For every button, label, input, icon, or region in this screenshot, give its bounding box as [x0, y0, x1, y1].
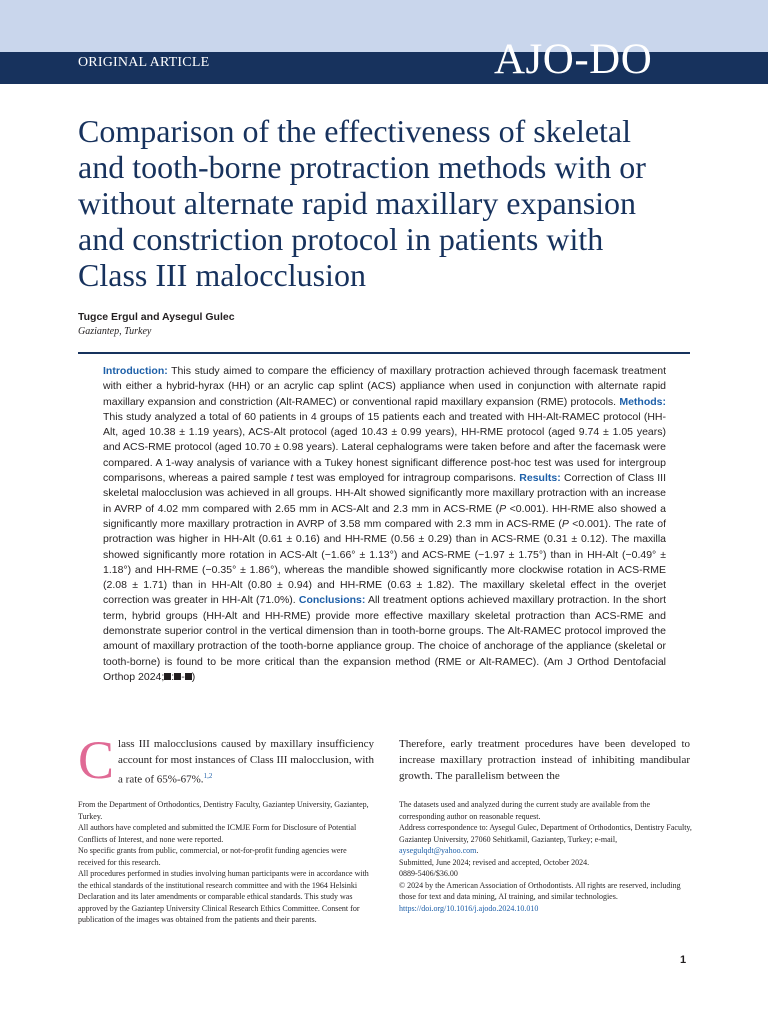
abstract [103, 364, 666, 685]
page-number: 1 [680, 954, 687, 966]
abstract-methods-text-end: test was employed for intragroup comparisons. [293, 472, 520, 485]
body-text-left: lass III malocclusions caused by maxillary insufficiency account for most instances of Class III malocclusion, with a rate of 65%-67%. [118, 738, 374, 786]
abstract-divider [78, 352, 690, 354]
correspondence-address: Address correspondence to: Aysegul Gulec, Department of Orthodontics, Dentistry Faculty, Gaziantep University, 27060 Sehitkamil, Gaziantep, Turkey; e-mail, [399, 823, 692, 844]
drop-cap: C [78, 730, 115, 790]
abstract-heading-results: Results: [519, 472, 561, 485]
abstract-introduction-text: This study aimed to compare the efficiency of maxillary protraction achieved through facemask treatment with either a hybrid-hyrax (HH) or an acrylic cap splint (ACS) appliance when used in conjunction with alternate rapid maxillary expansion and constriction (Alt-RAMEC) or conventional rapid maxillary expansion (RME) protocols. [103, 365, 666, 408]
section-label: ORIGINAL ARTICLE [78, 55, 210, 70]
placeholder-square-icon [185, 673, 192, 680]
footnotes-right [399, 799, 693, 914]
abstract-t-symbol: t [290, 472, 294, 485]
abstract-results-text-3: <0.001). The rate of protraction was higher in HH-Alt (0.61 ± 0.16) and HH-RME (0.56 ± 0.29) than in ACS-RME (0.31 ± 0.12). The maxilla showed significantly more rotation in ACS-Alt (−1.66° ± 1.13°) and ACS-RME (−1.97 ± 1.75°) than in HH-Alt (−0.49° ± 1.18°) and HH-RME (−0.35° ± 1.86°), whereas the mandible showed significantly more clockwise rotation in ACS-RME (2.08 ± 1.71) than in HH-Alt (0.80 ± 0.94) and HH-RME (0.63 ± 1.82). The maxillary skeletal effect in the overjet correction was greater in HH-Alt (71.0%). [103, 517, 666, 607]
citation-separator: : [171, 670, 175, 683]
article-title: Comparison of the effectiveness of skeletal and tooth-borne protraction methods with or without alternate rapid maxillary expansion and constriction protocol in patients with Class III malocclusion [78, 113, 646, 293]
email-link[interactable]: aysegulqdt@yahoo.com [399, 846, 477, 855]
citation-separator: - [181, 670, 185, 683]
footnotes-left [78, 799, 372, 926]
footnote-department: From the Department of Orthodontics, Dentistry Faculty, Gaziantep University, Gaziantep, Turkey. [78, 800, 369, 821]
abstract-conclusions-text: All treatment options achieved maxillary protraction. In the short term, hybrid groups (HH-Alt and HH-RME) provide more effective maxillary skeletal protraction than ACS-RME and demonstrate superior control in the vertical dimension than in tooth-borne groups. The Alt-RAMEC protocol improved the amount of maxillary protraction of the tooth-borne appliance group. The choice of anchorage of the appliance (skeletal or tooth-borne) is found to be more critical than the expansion method (RME or Alt-RAMEC). [103, 594, 666, 668]
journal-logo: AJO-DO [494, 36, 653, 83]
body-paragraph-right: Therefore, early treatment procedures have been developed to increase maxillary protraction instead of inhibiting mandibular growth. The parallelism between the [399, 738, 690, 782]
abstract-heading-introduction: Introduction: [103, 365, 168, 377]
article-authors: Tugce Ergul and Aysegul Gulec [78, 311, 235, 323]
abstract-citation: (Am J Orthod Dentofacial Orthop 2024; [103, 655, 666, 683]
abstract-heading-methods: Methods: [619, 395, 666, 408]
article-affiliation: Gaziantep, Turkey [78, 326, 152, 337]
abstract-results-text: Correction of Class III skeletal malocclusion was achieved in all groups. HH-Alt showed significantly more maxillary protraction with an increase in AVRP of 4.02 mm compared with 2.65 mm in ACS-Alt and 2.3 mm in ACS-RME ( [103, 472, 666, 515]
abstract-results-text-2: <0.001). HH-RME also showed a significantly more maxillary protraction in AVRP of 3.58 mm compared with 2.3 mm in ACS-RME ( [103, 502, 667, 530]
abstract-methods-text: This study analyzed a total of 60 patients in 4 groups of 15 patients each and treated with HH-Alt-RAMEC protocol (HH-Alt, aged 10.38 ± 1.19 years), ACS-Alt protocol (aged 10.43 ± 0.99 years), HH-RME protocol (aged 9.74 ± 1.05 years) and ACS-RME protocol (aged 10.70 ± 0.98 years). Lateral cephalograms were taken before and after the facemask were compared. A 1-way analysis of variance with a Tukey honest significant difference post-hoc test was used for intergroup comparisons, whereas a paired sample [103, 410, 666, 485]
header-band-light [0, 0, 768, 52]
body-paragraph-left [78, 730, 374, 790]
doi-link[interactable]: https://doi.org/10.1016/j.ajodo.2024.10.010 [399, 903, 539, 913]
footnote-correspondence [399, 822, 693, 857]
citation-end: ) [191, 670, 196, 683]
footnote-funding: No specific grants from public, commercial, or not-for-profit funding agencies were received for this research. [78, 846, 347, 867]
reference-link[interactable]: 1,2 [203, 772, 213, 780]
footnote-dates: Submitted, June 2024; revised and accepted, October 2024. [399, 857, 590, 867]
footnote-disclosure: All authors have completed and submitted the ICMJE Form for Disclosure of Potential Conflicts of Interest, and none were reported. [78, 823, 357, 844]
abstract-p-symbol-2: P [561, 517, 569, 530]
footnote-copyright: © 2024 by the American Association of Orthodontists. All rights are reserved, including those for text and data mining, AI training, and similar technologies. [399, 880, 681, 901]
body-column-right [399, 736, 690, 784]
body-column-left [78, 730, 374, 790]
abstract-p-symbol: P [499, 502, 507, 515]
footnote-issn: 0889-5406/$36.00 [399, 869, 458, 878]
abstract-heading-conclusions: Conclusions: [298, 594, 366, 607]
footnote-data-availability: The datasets used and analyzed during the current study are available from the corresponding author on reasonable request. [399, 800, 651, 821]
footnote-ethics: All procedures performed in studies involving human participants were in accordance with the ethical standards of the institutional research committee and with the 1964 Helsinki Declaration and its later amendments or comparable ethical standards. This study was approved by the Gaziantep University Clinical Research Ethics Committee. Consent for publication of the images was obtained from the patients and their parents. [78, 869, 369, 924]
correspondence-end: . [476, 846, 479, 855]
